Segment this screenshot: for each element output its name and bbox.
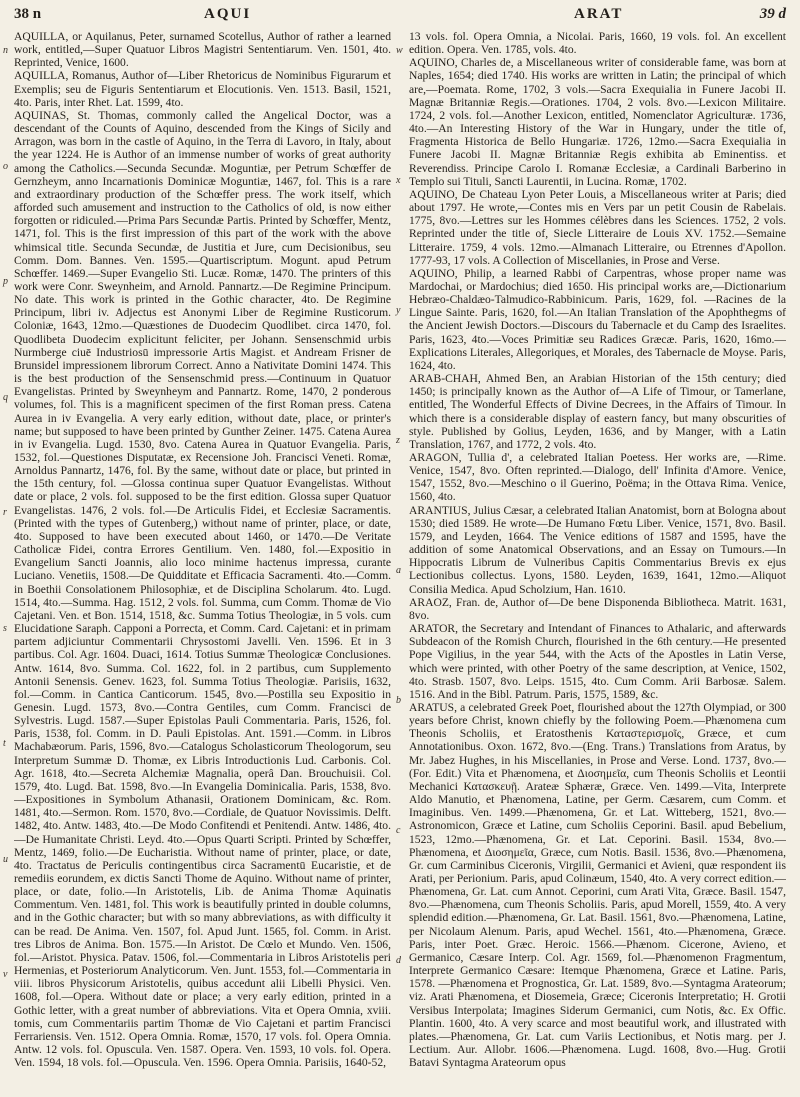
signature-letter: q [3, 391, 8, 403]
signature-letter: v [3, 969, 8, 981]
signature-letter: u [3, 853, 8, 865]
dictionary-entry: ARAOZ, Fran. de, Author of—De bene Disponenda Bibliotheca. Matrit. 1631, 8vo. [409, 595, 786, 622]
signature-letter: n [3, 45, 8, 56]
dictionary-entry: ARANTIUS, Julius Cæsar, a celebrated Italian Anatomist, born at Bologna about 1530; died 1589. He wrote—De Humano Fœtu Liber. Venice, 1571, 8vo. Basil. 1579, and Leyden, 1664. The Venice editions of 1587 and 1595, have the addition of some Anatomical Observations, and an Essay on Tumours.—In Hippocratis Librum de Vulneribus Capitis Commentarius Brevis ex ejus Lectionibus collectus. Lyons, 1580. Leyden, 1639, 1641, 12mo.—Aliquot Consilia Medica. Apud Scholzium, Han. 1610. [409, 503, 786, 596]
dictionary-entry: AQUINAS, St. Thomas, commonly called the Angelical Doctor, was a descendant of the Counts of Aquino, descended from the Kings of Sicily and Arragon, was born in the castle of Aquino, in the Terra di Lavoro, in Italy, about the year 1224. He is Author of an immense number of works of great authority among the Catholics.—Secunda Secundæ. Moguntiæ, per Petrum Schœffer de Gernzheym, anno Incarnationis Dominicæ Moguntiæ, 1467, fol. This is a rare and extraordinary production of the Schœffer press. The work itself, which afforded such amusement and instruction to the Catholics of old, is now either forgotten or ridiculed.—Prima Pars Secundæ Partis. Printed by Schœffer, Mentz, 1471, fol. This is the first impression of this part of the work with the above whimsical title. Secunda Secundæ, de Justitia et Jure, cum Decisionibus, seu Comm. Dom. Bannes. Ven. 1595.—Quartiscriptum. Mogunt. apud Petrum Schœffer. 1469.—Super Evangelio Sti. Lucæ. Romæ, 1470. The printers of this work were Conr. Sweynheim, and Arnold. Pannartz.—De Regimine Principum. No date. This work is printed in the Gothic character, 4to. De Regimine Principum, libri iv. Adjectus est Anonymi Liber de Regimine Rusticorum. Coloniæ, 1643, 12mo.—Quæstiones de Duodecim Quodlibet. circa 1470, fol. Quodlibeta Duodecim explicitunt feliciter, per Johann. Sensenschmid urbis Nurmberge ciuē Industriosū impressorie Artis Magist. et Andream Frisner de Brunsidel impressionem librorum Correct. Anno a Nativitate Domini 1474. This is the best production of the Sensenschmid press.—Continuum in Quatuor Evangelistas. Printed by Sweynheym and Pannartz. Rome, 1470, 2 ponderous volumes, fol. This is a magnificent specimen of the first Roman press. Catena Aurea in iv Evangelia. A very early edition, without date, place, or printer's name; but supposed to have been printed by Gunther Zeiner. 1475. Catena Aurea in iv Evangelia. Lugd. 1530, 8vo. Catena Aurea in Quatuor Evangelia. Paris, 1532, fol.—Questiones Disputatæ, ex Recensione Joh. Francisci Veneti. Romæ, Arnoldus Pannartz, 1476, fol. By the same, without date or place, but printed in the 15th century, fol. —Glossa continua super Quatuor Evangelistas. Without date or place, 2 vols. fol. supposed to be the first edition. Glossa super Quatuor Evangelistas. 1476, 2 vols. fol.—De Articulis Fidei, et Ecclesiæ Sacramentis. (Printed with the types of Gutenberg,) without name of printer, place, or date, 4to. Supposed to have been executed about 1460, or 1470.—De Veritate Catholicæ Fidei, contra Errores Gentilium. Ven. 1480, fol.—Expositio in Evangelium Sancti Joannis, alio loco minime hactenus impressa, curante Luciano. Venetiis, 1508.—De Quidditate et Efficacia Sacramenti. 4to.—Comm. in Boethii Consolationem Philosophiæ, et de Disciplina Scholarum. 4to. Lugd. 1514, 4to.—Summa. Hag. 1512, 2 vols. fol. Summa, cum Comm. Thomæ de Vio Cajetani. Ven. et Bon. 1514, 1518, &c. Summa Totius Theologiæ, in 5 vols. cum Elucidatione Saraph. Capponi a Porrecta, et Comm. Card. Cajetani: et in primam partem adjiciuntur Commentarii Chrysostomi Javelli. Ven. 1596. Et in 3 partibus. Col. Agr. 1604. Duaci, 1614. Totius Summæ Theologicæ Conclusiones. Antw. 1614, 8vo. Summa. Col. 1622, fol. in 2 partibus, cum Supplemento Antonii Senensis. Genev. 1623, fol. Summa Totius Theologiæ. Parisiis, 1632, fol.—Comm. in Cantica Canticorum. 1545, 8vo.—Postilla seu Expositio in Genesin. Lugd. 1573, 8vo.—Contra Gentiles, cum Comm. Francisci de Sylvestris. Lugd. 1587.—Super Epistolas Pauli Commentaria. Paris, 1526, fol. Paris, 1538, fol. Comm. in D. Pauli Epistolas. Ant. 1591.—Comm. in Libros Machabæorum. Paris, 1596, 8vo.—Catalogus Scholasticorum Theologorum, seu Interpretum Summæ D. Thomæ, ex Libris Introductionis Lud. Carbonis. Col. Agr. 1618, 4to.—Secreta Alchemiæ Magnalia, operâ Dan. Brouchuisii. Col. 1579, 4to. Lugd. Bat. 1598, 8vo.—In Evangelia Dominicalia. Paris, 1538, 8vo.—Expositiones in Symbolum Athanasii, Orationem Dominicam, &c. Rom. 1481, 4to.—Sermon. Rom. 1570, 8vo.—Cordiale, de Quatuor Novissimis. Delft. 1482, 4to. Antw. 1483, 4to.—De Modo Confitendi et Penitendi. Antw. 1486, 4to.—De Humanitate Christi. Leyd. 4to.—Opus Quarti Scripti. Printed by Schœffer, Mentz, 1469, folio.—De Eucharistia. Without name of printer, place, or date, 4to. Tractatus de Periculis contingentibus circa Sacramentū Eucaristie, et de remediis eorundem, ex dictis Sancti Thome de Aquino. Without name of printer, place, or date, folio.—In Aristotelis, Lib. de Anima Thomæ Aquinatis Commentum. Ven. 1481, fol. This work is beautifully printed in double columns, and in the Gothic character; but with so many abbreviations, as with difficulty it can be read. De Anima. Ven. 1507, fol. Apud Junt. 1565, fol. Comm. in Arist. tres Libros de Anima. Bon. 1575.—In Aristot. De Cœlo et Mundo. Ven. 1506, fol.—Aristot. Physica. Patav. 1506, fol.—Commentaria in Libros Aristotelis peri Hermenias, et Posteriorum Analyticorum. Ven. Junt. 1553, fol.—Commentaria in viii. libros Physicorum Aristotelis, quibus accedunt alii Libelli Physici. Ven. 1608, fol.—Opera. Without date or place; a very early edition, printed in a Gothic letter, with a great number of abbreviations. Vita et Opera Omnia, xviii. tomis, cum Commentariis partim Thomæ de Vio Cajetani et partim Francisci Ferrariensis. Ven. 1512. Opera Omnia. Romæ, 1570, 17 vols. fol. Opera Omnia. Antw. 12 vols. fol. Opuscula. Ven. 1587. Opera. Ven. 1593, 10 vols. fol. Opera. Ven. 1594, 18 vols. fol.—Opuscula. Ven. 1596. Opera Omnia. Parisiis, 1640-52, [14, 108, 391, 1070]
signature-letter: s [3, 622, 7, 634]
signature-letter: p [3, 276, 8, 288]
dictionary-entry: AQUINO, De Chateau Lyon Peter Louis, a Miscellaneous writer at Paris; died about 1797. He wrote,—Contes mis en Vers par un petit Cousin de Rabelais. 1775, 8vo.—Lettres sur les Hommes célèbres dans les Sciences. 1752, 2 vols. Reprinted under the title of, Siecle Litteraire de Louis XV. 1752.—Semaine Litteraire. 1759, 4 vols. 12mo.—Almanach Litteraire, ou Etrennes d'Apollon. 1777-93, 17 vols. A Collection of Miscellanies, in Prose and Verse. [409, 187, 786, 267]
page-number-left: 38 n [14, 6, 42, 22]
dictionary-entry: ARAB-CHAH, Ahmed Ben, an Arabian Historian of the 15th century; died 1450; is principally known as the Author of—A Life of Timour, or Tamerlane, entitled, The Wonderful Effects of Divine Decrees, in the Affairs of Timour. In which there is a considerable display of eastern fancy, but many obscurities of style. Published by Golius, Leyden, 1636, and by Manger, with a Latin Translation, 1767, and 1772, 2 vols. 4to. [409, 372, 786, 451]
right-column [409, 30, 786, 1088]
running-head-right: ARAT [574, 6, 624, 22]
signature-letter: o [3, 160, 8, 172]
dictionary-entry: ARATOR, the Secretary and Intendant of Finances to Athalaric, and afterwards Subdeacon of the Romish Church, flourished in the 6th century.—He presented Pope Vigilius, in the year 544, with the Acts of the Apostles in Latin Verse, which were printed, with other Poetry of the same description, at Venice, 1502, 4to. Strasb. 1507, 8vo. Leips. 1515, 4to. Cum Comm. Arii Barbosæ. Salem. 1516. And in the Bibl. Patrum. Paris, 1575, 1589, &c. [409, 622, 786, 701]
dictionary-entry: AQUINO, Philip, a learned Rabbi of Carpentras, whose proper name was Mardochai, or Mardochius; died 1650. His principal works are,—Dictionarium Hebræo-Chaldæo-Talmudico-Rabbinicum. Paris, 1629, fol. —Racines de la Lingue Sainte. Paris, 1620, fol.—An Italian Translation of the Apophthegms of the Ancient Jewish Doctors.—Discours du Tabernacle et du Camp des Israelites. Paris, 1623, 4to.—Voces Primitiæ seu Radices Græcæ. Paris, 1620, 16mo.—Explications Literales, Allegoriques, et Morales, des Tabernacle de Moyse. Paris, 1624, 4to. [409, 266, 786, 372]
dictionary-entry: AQUILLA, Romanus, Author of—Liber Rhetoricus de Nominibus Figurarum et Exemplis; seu de Figuris Sententiarum et Elocutionis. Ven. 1513. Basil, 1521, 4to. Paris, inter Rhet. Lat. 1599, 4to. [14, 69, 391, 109]
left-column [14, 30, 391, 1088]
signature-letter: z [396, 435, 400, 446]
dictionary-entry: ARAGON, Tullia d', a celebrated Italian Poetess. Her works are, —Rime. Venice, 1547, 8vo. Often reprinted.—Dialogo, dell' Infinita d'Amore. Venice, 1547, 1552, 8vo.—Meschino o il Guerino, Poëma; in the Ottava Rima. Venice, 1560, 4to. [409, 451, 786, 504]
signature-letter: r [3, 507, 7, 519]
dictionary-entry: AQUILLA, or Aquilanus, Peter, surnamed Scotellus, Author of rather a learned work, entitled,—Super Quatuor Libros Magistri Sententiarum. Ven. 1501, 4to. Reprinted, Venice, 1600. [14, 30, 391, 70]
signature-letter: c [396, 825, 401, 836]
signature-letter: w [396, 45, 403, 56]
signature-letter: y [396, 305, 401, 316]
dictionary-entry: AQUINO, Charles de, a Miscellaneous writer of considerable fame, was born at Naples, 1654; died 1740. His works are written in Latin; the principal of which are,—Poemata. Rome, 1702, 3 vols.—Sacra Exequialia in Funere Jacobi II. Magnæ Britanniæ Regis.—Orationes. 1704, 2 vols. 8vo.—Lexicon Militaire. 1724, 2 vols. fol.—Another Lexicon, entitled, Nomenclator Agriculturæ. 1736, 4to.—An Interesting History of the War in Hungary, under the title of, Fragmenta Historica de Bello Hungariæ. 1726, 12mo.—Sacra Exequialia in Funere Jacobi II. Magnæ Britanniæ Regis exhibita ab Eminentiss. et Reverendiss. Principe Carolo I. Romanæ Ecclesiæ, a Cardinali Barberino in Templo sui Tituli, Sancti Laurentii, in Lucina. Romæ, 1702. [409, 56, 786, 188]
signature-letter: x [396, 175, 401, 186]
page-number-right: 39 d [759, 6, 786, 22]
signature-letter: d [396, 955, 401, 966]
running-head-left: AQUI [204, 6, 252, 22]
signature-letter: t [3, 738, 6, 750]
signature-letter: b [396, 695, 401, 706]
signature-letter: a [396, 565, 401, 576]
dictionary-entry: ARATUS, a celebrated Greek Poet, flourished about the 127th Olympiad, or 300 years before Christ, known chiefly by the following Poem.—Phænomena cum Theonis Scholiis, et Eratosthenis Καταστερισμοῖς, Græce, et cum Annotationibus. Oxon. 1672, 8vo.—(Eng. Trans.) Translations from Aratus, by Mr. Jabez Hughes, in his Miscellanies, in Prose and Verse. Lond. 1737, 8vo.—(For. Edit.) Vita et Phænomena, et Διοσημεῖα, cum Theonis Scholiis et Leontii Mechanici Κατασκευῇ. Arateæ Sphæræ, Græce. Ven. 1499.—Vita, Interprete Aldo Manutio, et Phænomena, Latine, per Germ. Cæsarem, cum Comm. et Imaginibus. Ven. 1499.—Phænomena, Gr. et Lat. Witteberg, 1521, 8vo.—Astronomicon, Græce et Latine, cum Scholiis Ceporini. Basil. apud Bebelium, 1523, 12mo.—Phænomena, Gr. et Lat. Ceporini. Basil. 1534, 8vo.—Phænomena, et Διοσημεῖα, Græce, cum Notis. Basil. 1536, 8vo.—Phænomena, Gr. cum Carminibus Ciceronis, Virgilii, Germanici et Avieni, quæ respondent iis Arati, per Perionium. Paris, apud Colinæum, 1540, 4to. A very correct edition.—Phænomena, Gr. Lat. cum Annot. Ceporini, cum Arati Vita, Græce. Basil. 1547, 8vo.—Phænomena, cum Theonis Scholiis. Paris, apud Morell, 1559, 4to. A very splendid edition.—Phænomena, Gr. Lat. Basil. 1561, 8vo.—Phænomena, Latine, per Nicolaum Alenum. Paris, apud Wechel. 1561, 4to.—Phænomena, Græce. Paris, inter Poet. Græc. Heroic. 1566.—Phænom. Cicerone, Avieno, et Germanico, Cæsare Interp. Col. Agr. 1569, fol.—Phænomenon Fragmentum, Interprete Germanico Cæsare: Itemque Phænomena, Græce et Latine. Paris, 1578. —Phænomena et Prognostica, Gr. Lat. 1589, 8vo.—Syntagma Arateorum; viz. Arati Phænomena, et Diosemeia, Græce; Ciceronis Interpretatio; H. Grotii Versibus Interpolata; Imagines Siderum Germanici, cum Notis, &c. Ex Offic. Plantin. 1600, 4to. A very scarce and most beautiful work, and illustrated with plates.—Phænomena, Gr. Lat. cum Variis Lectionibus, et Notis marg. per J. Lectium. Aur. Allobr. 1606.—Phænomena. Lugd. 1608, 8vo.—Hug. Grotii Batavi Syntagma Arateorum opus [409, 700, 786, 1070]
dictionary-entry: 13 vols. fol. Opera Omnia, a Nicolai. Paris, 1660, 19 vols. fol. An excellent edition. Opera. Ven. 1785, vols. 4to. [409, 30, 786, 57]
page-header [14, 6, 786, 28]
